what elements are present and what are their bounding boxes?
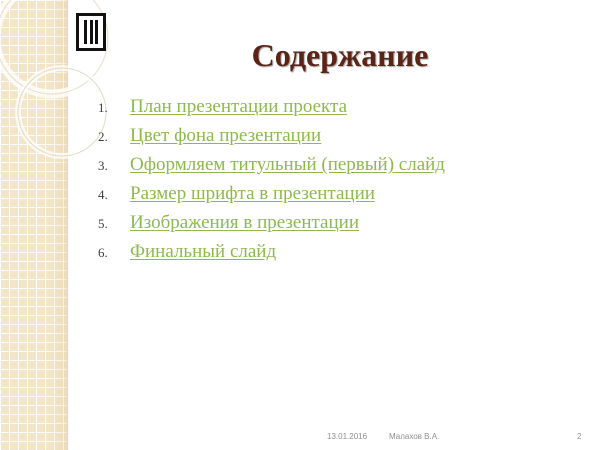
toc-item-link[interactable]: План презентации проекта: [130, 96, 347, 117]
toc-item-number: 1.: [98, 100, 108, 115]
toc-item: [98, 154, 445, 183]
footer-page-number: 2: [577, 432, 582, 441]
toc-item-number: 2.: [98, 129, 108, 144]
toc-item-number: 5.: [98, 216, 108, 231]
footer-date: 13.01.2016: [327, 432, 368, 441]
toc-item-link[interactable]: Размер шрифта в презентации: [130, 183, 375, 204]
slide-title: Содержание: [251, 37, 429, 73]
toc-item: [98, 212, 445, 241]
footer-author: Малахов В.А.: [389, 432, 440, 441]
toc-item: [98, 183, 445, 212]
toc-item: [98, 241, 445, 270]
toc-item-number: 3.: [98, 158, 108, 173]
toc-item: [98, 125, 445, 154]
toc-item: [98, 96, 445, 125]
toc-item-link[interactable]: Оформляем титульный (первый) слайд: [130, 154, 445, 175]
toc-item-link[interactable]: Изображения в презентации: [130, 212, 359, 233]
toc-item-link[interactable]: Цвет фона презентации: [130, 125, 322, 146]
table-of-contents: [98, 96, 445, 270]
toc-item-number: 4.: [98, 187, 108, 202]
toc-item-link[interactable]: Финальный слайд: [130, 241, 277, 262]
toc-item-number: 6.: [98, 245, 108, 260]
